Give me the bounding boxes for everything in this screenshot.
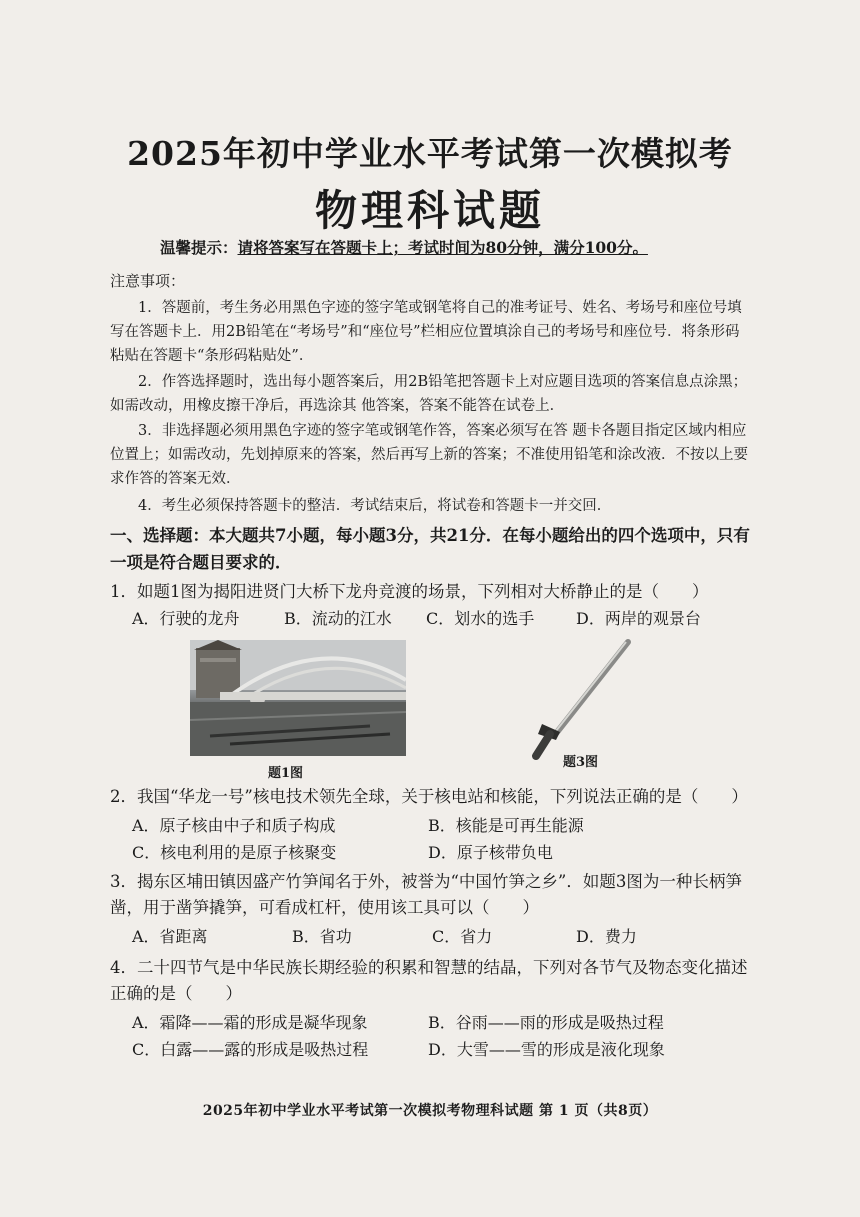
option: D．大雪——雪的形成是液化现象 xyxy=(428,1040,665,1059)
notes-title: 注意事项： xyxy=(110,272,186,290)
option: D．原子核带负电 xyxy=(428,843,553,862)
hint xyxy=(160,236,648,258)
page-footer: 2025年初中学业水平考试第一次模拟考物理科试题 第 1 页（共8页） xyxy=(202,1103,658,1119)
section-title: 一、选择题：本大题共7小题，每小题3分，共21分．在每小题给出的四个选项中，只有一项是符合题目要求的． xyxy=(110,526,750,572)
note-item: 4．考生必须保持答题卡的整洁．考试结束后，将试卷和答题卡一并交回． xyxy=(138,498,612,514)
question-stem: 1．如题1图为揭阳进贤门大桥下龙舟竞渡的场景，下列相对大桥静止的是（ ） xyxy=(110,582,709,601)
option: D．两岸的观景台 xyxy=(576,609,701,628)
exam-title: 2025年初中学业水平考试第一次模拟考 xyxy=(127,134,733,173)
note-item: 3．非选择题必须用黑色字迹的签字笔或钢笔作答，答案必须写在答 题卡各题目指定区域内相应位置上；如需改动，先划掉原来的答案，然后再写上新的答案；不准使用铅笔和涂改液．不按以上要求作答的答案无效． xyxy=(110,423,748,487)
question-stem: 3．揭东区埔田镇因盛产竹笋闻名于外，被誉为“中国竹笋之乡”．如题3图为一种长柄笋凿，用于凿笋撬笋，可看成杠杆，使用该工具可以（ ） xyxy=(110,872,742,917)
hint-label: 温馨提示： xyxy=(160,238,238,257)
exam-subtitle: 物理科试题 xyxy=(314,186,545,235)
bridge-illustration xyxy=(190,640,406,756)
option: B．流动的江水 xyxy=(284,609,392,628)
option: A．原子核由中子和质子构成 xyxy=(132,816,336,835)
hint-text: 请将答案写在答题卡上；考试时间为80分钟，满分100分。 xyxy=(237,238,648,257)
question-stem: 2．我国“华龙一号”核电技术领先全球，关于核电站和核能，下列说法正确的是（ ） xyxy=(110,787,748,806)
bamboo-chisel-illustration xyxy=(520,636,640,766)
figure-3-caption: 题3图 xyxy=(563,755,599,770)
option: A．省距离 xyxy=(132,927,208,946)
option: B．核能是可再生能源 xyxy=(428,816,584,835)
option: D．费力 xyxy=(576,927,637,946)
question-options xyxy=(132,1010,664,1036)
figure-1-caption: 题1图 xyxy=(268,766,304,781)
option: C．核电利用的是原子核聚变 xyxy=(132,843,337,862)
question-options xyxy=(132,606,701,632)
note-item: 2．作答选择题时，选出每小题答案后，用2B铅笔把答题卡上对应题目选项的答案信息点涂黑；如需改动，用橡皮擦干净后，再选涂其 他答案，答案不能答在试卷上． xyxy=(110,374,748,414)
question-options xyxy=(132,924,637,950)
question-stem: 4．二十四节气是中华民族长期经验的积累和智慧的结晶，下列对各节气及物态变化描述正确的是（ ） xyxy=(110,958,748,1003)
question-options xyxy=(132,1037,665,1063)
option: C．省力 xyxy=(432,927,493,946)
option: C．划水的选手 xyxy=(426,609,535,628)
option: B．谷雨——雨的形成是吸热过程 xyxy=(428,1013,664,1032)
question-options xyxy=(132,813,584,839)
option: A．行驶的龙舟 xyxy=(132,609,240,628)
option: A．霜降——霜的形成是凝华现象 xyxy=(132,1013,368,1032)
bridge-photo xyxy=(190,640,406,756)
option: C．白露——露的形成是吸热过程 xyxy=(132,1040,369,1059)
question-options xyxy=(132,840,553,866)
option: B．省功 xyxy=(292,927,352,946)
note-item: 1．答题前，考生务必用黑色字迹的签字笔或钢笔将自己的准考证号、姓名、考场号和座位号填写在答题卡上．用2B铅笔在“考场号”和“座位号”栏相应位置填涂自己的考场号和座位号．将条形码粘贴在答题卡“条形码粘贴处”． xyxy=(110,300,742,364)
